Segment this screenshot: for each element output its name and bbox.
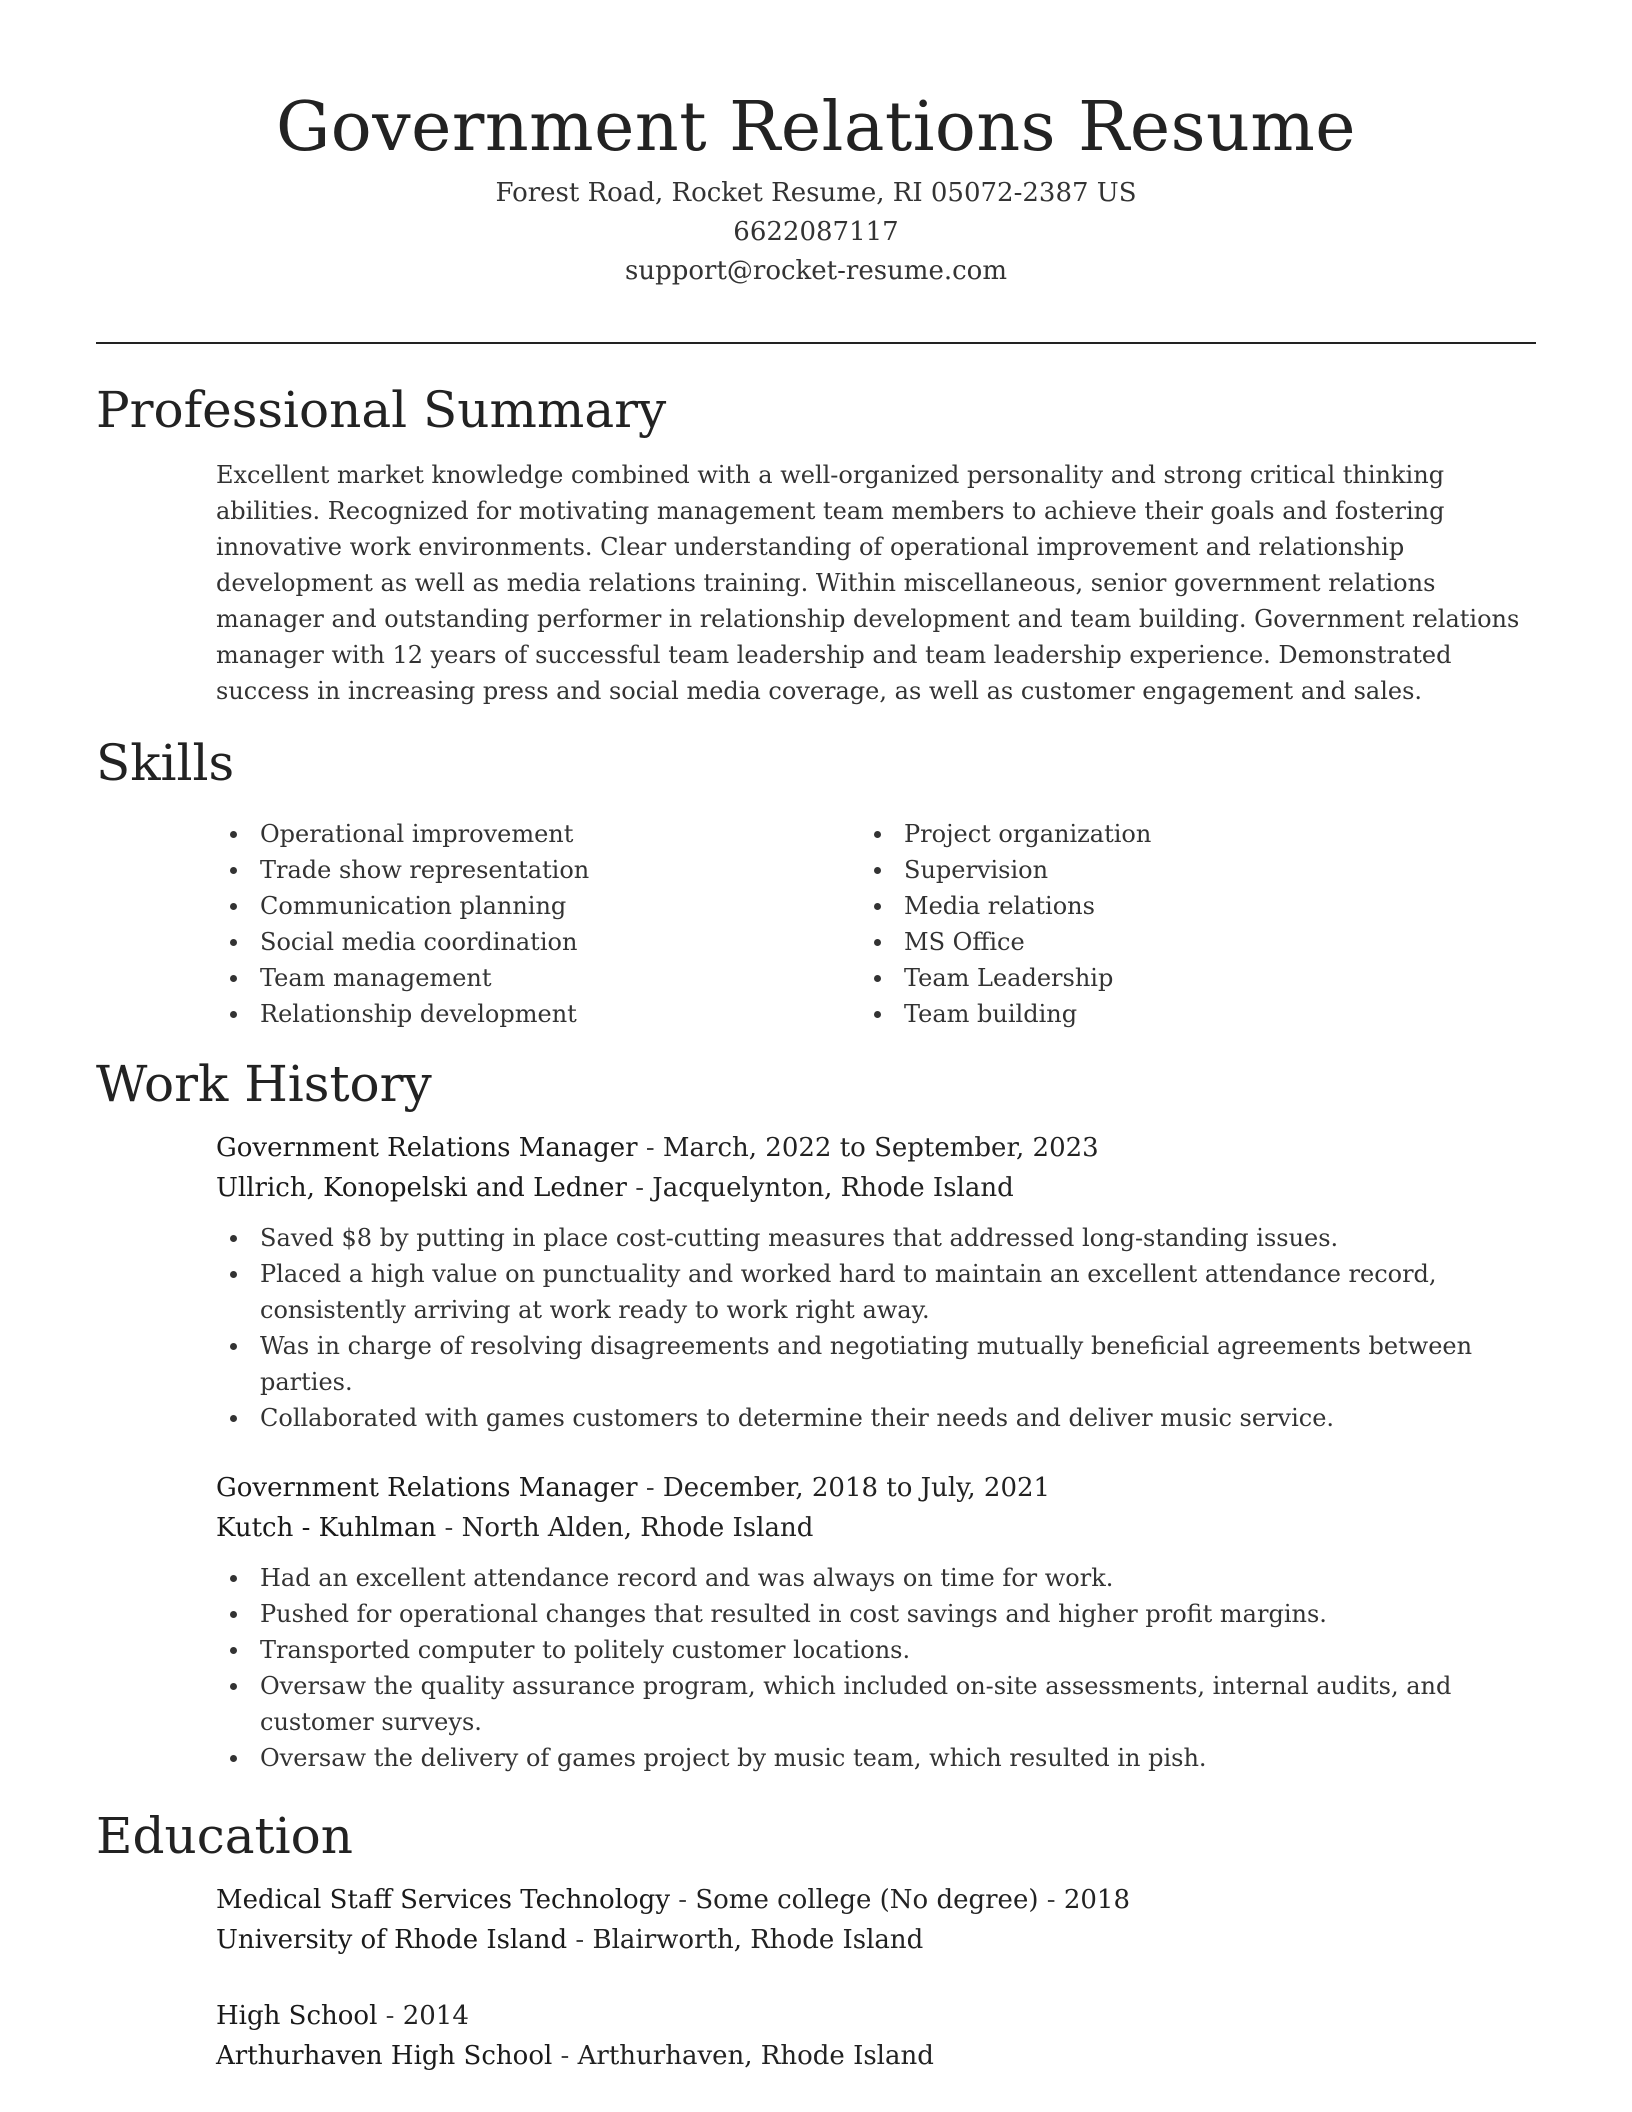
education-school-line (216, 2036, 1536, 2076)
contact-phone: 6622087117 (733, 217, 899, 247)
skills-right-column (860, 816, 1151, 1032)
skills-left-column (216, 816, 589, 1032)
summary-text: Excellent market knowledge combined with a well-organized personality and strong critical thinking abilities. Recognized for motivating management team members to achieve their goals and fostering innovative work environments. Clear understanding of operational improvement and relationship development as well as media relations training. Within miscellaneous, senior government relations manager and outstanding performer in relationship development and team building. Government relations manager with 12 years of successful team leadership and team leadership experience. Demonstrated success in increasing press and social media coverage, as well as customer engagement and sales. (216, 461, 1520, 705)
education-degree: Some college (No degree) (695, 1885, 1039, 1915)
job-bullet: Placed a high value on punctuality and worked hard to maintain an excellent attendance record, consistently arriving at work ready to work right away. (216, 1256, 1536, 1328)
job-dates: March, 2022 to September, 2023 (662, 1133, 1099, 1163)
job-bullet: Was in charge of resolving disagreements and negotiating mutually beneficial agreements between parties. (216, 1328, 1536, 1400)
separator: - (567, 1925, 593, 1955)
skill-item: Team building (860, 996, 1151, 1032)
education-school-line (216, 1920, 1536, 1960)
education-entry (216, 1996, 1536, 2076)
job-title-line (216, 1128, 1536, 1168)
education-year: 2014 (402, 2001, 469, 2031)
job-role: Government Relations Manager (216, 1133, 638, 1163)
job-bullet: Oversaw the quality assurance program, which included on-site assessments, internal audits, and customer surveys. (216, 1668, 1536, 1740)
skill-item: Relationship development (216, 996, 589, 1032)
skill-item: Team management (216, 960, 589, 996)
job-company: Ullrich, Konopelski and Ledner (216, 1173, 627, 1203)
job-company: Kutch - Kuhlman (216, 1513, 437, 1543)
skill-item: Social media coordination (216, 924, 589, 960)
job-bullet: Oversaw the delivery of games project by music team, which resulted in pish. (216, 1740, 1536, 1776)
separator: - (637, 1473, 663, 1503)
education-school: Arthurhaven High School (216, 2041, 553, 2071)
skill-item: Project organization (860, 816, 1151, 852)
skill-item: MS Office (860, 924, 1151, 960)
job-bullet: Had an excellent attendance record and was always on time for work. (216, 1560, 1536, 1596)
contact-block (0, 174, 1632, 291)
job-bullet: Transported computer to politely customer locations. (216, 1632, 1536, 1668)
resume-title: Government Relations Resume (275, 88, 1357, 167)
education-location: Arthurhaven, Rhode Island (577, 2041, 934, 2071)
separator: - (626, 1173, 653, 1203)
job-bullet: Saved $8 by putting in place cost-cutting measures that addressed long-standing issues. (216, 1220, 1536, 1256)
work-heading: Work History (96, 1055, 432, 1113)
education-entry (216, 1880, 1536, 1960)
education-location: Blairworth, Rhode Island (592, 1925, 924, 1955)
resume-header (0, 82, 1632, 291)
separator: - (436, 1513, 462, 1543)
skill-item: Team Leadership (860, 960, 1151, 996)
separator: - (377, 2001, 403, 2031)
skill-item: Communication planning (216, 888, 589, 924)
separator: - (1038, 1885, 1064, 1915)
separator: - (670, 1885, 696, 1915)
skill-item: Operational improvement (216, 816, 589, 852)
skill-item: Trade show representation (216, 852, 589, 888)
education-program-line (216, 1996, 1536, 2036)
skill-item: Media relations (860, 888, 1151, 924)
job-entry (216, 1128, 1536, 1436)
job-location: North Alden, Rhode Island (461, 1513, 814, 1543)
summary-heading: Professional Summary (96, 381, 667, 439)
job-title-line (216, 1468, 1536, 1508)
job-bullets (216, 1560, 1536, 1776)
job-company-line (216, 1508, 1536, 1548)
job-dates: December, 2018 to July, 2021 (662, 1473, 1051, 1503)
job-bullet: Pushed for operational changes that resulted in cost savings and higher profit margins. (216, 1596, 1536, 1632)
job-location: Jacquelynton, Rhode Island (652, 1173, 1014, 1203)
skills-heading: Skills (96, 734, 235, 792)
education-program: Medical Staff Services Technology (216, 1885, 671, 1915)
separator: - (552, 2041, 578, 2071)
skill-item: Supervision (860, 852, 1151, 888)
education-heading: Education (96, 1807, 353, 1865)
education-program-line (216, 1880, 1536, 1920)
job-bullet: Collaborated with games customers to determine their needs and deliver music service. (216, 1400, 1536, 1436)
job-role: Government Relations Manager (216, 1473, 638, 1503)
contact-address: Forest Road, Rocket Resume, RI 05072-2387 US (495, 178, 1137, 208)
education-program: High School (216, 2001, 378, 2031)
job-bullets (216, 1220, 1536, 1436)
job-entry (216, 1468, 1536, 1776)
contact-email: support@rocket-resume.com (624, 256, 1007, 286)
header-divider (96, 342, 1536, 344)
separator: - (637, 1133, 663, 1163)
education-school: University of Rhode Island (216, 1925, 568, 1955)
job-company-line (216, 1168, 1536, 1208)
education-year: 2018 (1063, 1885, 1130, 1915)
